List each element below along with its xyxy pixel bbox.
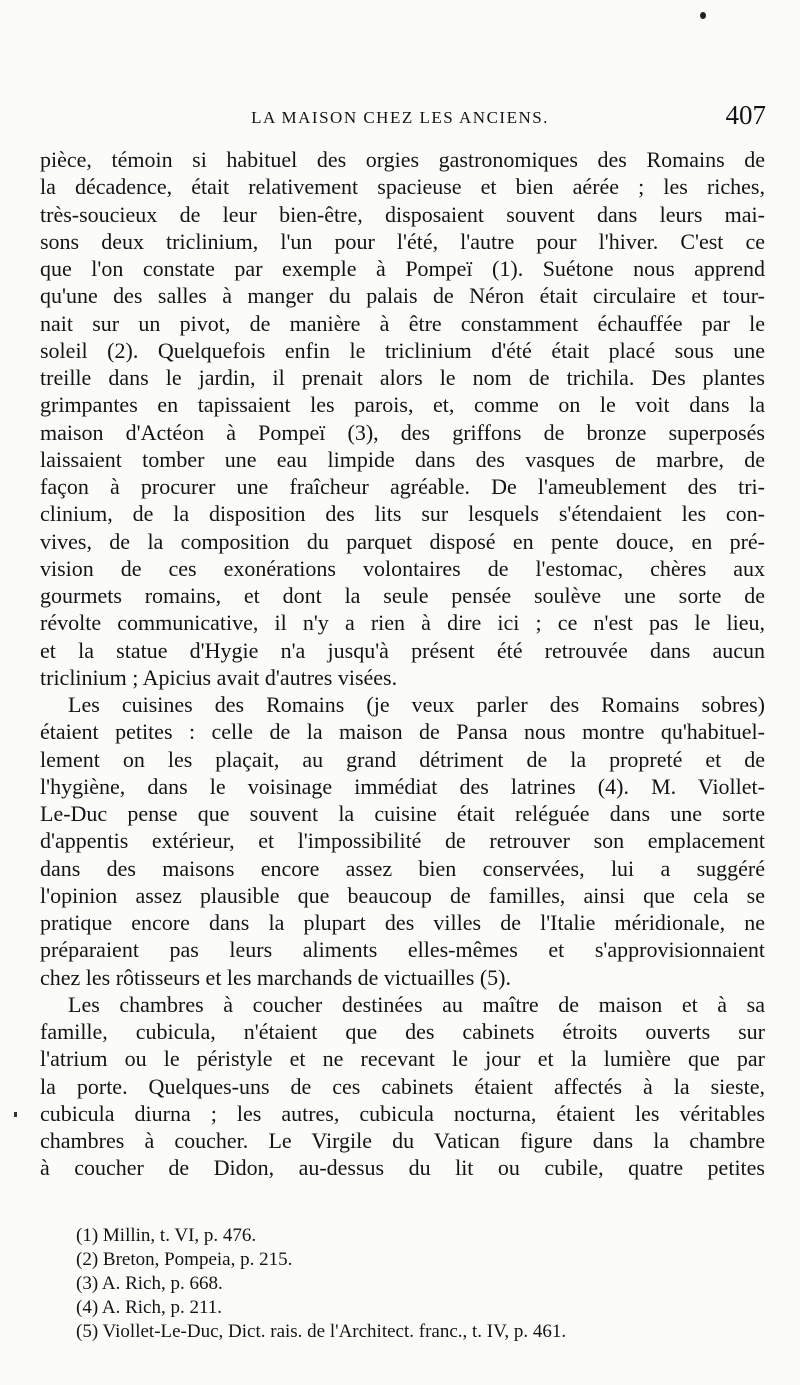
text-line: préparaient pas leurs aliments elles-mêmes et s'approvisionnaient xyxy=(40,937,765,963)
footnote: (2) Breton, Pompeia, p. 215. xyxy=(76,1249,293,1270)
text-line: la porte. Quelques-uns de ces cabinets étaient affectés à la sieste, xyxy=(40,1073,765,1099)
text-line: pièce, témoin si habituel des orgies gastronomiques des Romains de xyxy=(40,147,765,172)
text-line: et la statue d'Hygie n'a jusqu'à présent été retrouvée dans aucun xyxy=(40,637,765,663)
body-text xyxy=(40,146,765,1182)
text-line: sons deux triclinium, l'un pour l'été, l'autre pour l'hiver. C'est ce xyxy=(40,228,765,254)
text-line: treille dans le jardin, il prenait alors le nom de trichila. Des plantes xyxy=(40,365,765,390)
text-line: maison d'Actéon à Pompeï (3), des griffons de bronze superposés xyxy=(40,419,765,445)
page-header xyxy=(40,100,766,134)
text-line: façon à procurer une fraîcheur agréable. De l'ameublement des tri- xyxy=(40,474,765,499)
text-line: d'appentis extérieur, et l'impossibilité de retrouver son emplacement xyxy=(40,828,765,854)
paragraph-start-line: Les cuisines des Romains (je veux parler des Romains sobres) xyxy=(68,692,765,717)
text-line: révolte communicative, il n'y a rien à dire ici ; ce n'est pas le lieu, xyxy=(40,610,765,636)
text-line: famille, cubicula, n'étaient que des cabinets étroits ouverts sur xyxy=(40,1019,765,1044)
footnote: (3) A. Rich, p. 668. xyxy=(76,1273,223,1294)
text-line: lement on les plaçait, au grand détriment de la propreté et de xyxy=(40,746,765,772)
footnote: (4) A. Rich, p. 211. xyxy=(76,1297,223,1318)
text-line: qu'une des salles à manger du palais de Néron était circulaire et tour- xyxy=(40,283,765,309)
page-number: 407 xyxy=(725,100,766,130)
running-title: LA MAISON CHEZ LES ANCIENS. xyxy=(251,108,549,127)
ink-speck xyxy=(700,12,706,19)
text-line: l'hygiène, dans le voisinage immédiat des latrines (4). M. Viollet- xyxy=(40,773,765,799)
text-line: étaient petites : celle de la maison de Pansa nous montre qu'habituel- xyxy=(40,719,765,745)
text-line: soleil (2). Quelquefois enfin le triclinium d'été était placé sous une xyxy=(40,337,765,363)
text-line: la décadence, était relativement spacieuse et bien aérée ; les riches, xyxy=(40,174,765,200)
text-line: dans des maisons encore assez bien conservées, lui a suggéré xyxy=(40,855,765,881)
paragraph-end-line: triclinium ; Apicius avait d'autres visées. xyxy=(40,664,398,690)
footnote: (5) Viollet-Le-Duc, Dict. rais. de l'Architect. franc., t. IV, p. 461. xyxy=(76,1321,567,1342)
text-line: à coucher de Didon, au-dessus du lit ou cubile, quatre petites xyxy=(40,1155,765,1181)
margin-mark xyxy=(14,1112,17,1117)
text-line: clinium, de la disposition des lits sur lesquels s'étendaient les con- xyxy=(40,501,765,527)
paragraph-end-line: chez les rôtisseurs et les marchands de victuailles (5). xyxy=(40,964,512,990)
text-line: chambres à coucher. Le Virgile du Vatican figure dans la chambre xyxy=(40,1128,765,1153)
text-line: pratique encore dans la plupart des villes de l'Italie méridionale, ne xyxy=(40,910,765,935)
text-line: laissaient tomber une eau limpide dans des vasques de marbre, de xyxy=(40,446,765,472)
text-line: très-soucieux de leur bien-être, disposaient souvent dans leurs mai- xyxy=(40,201,765,227)
text-line: vision de ces exonérations volontaires de l'estomac, chères aux xyxy=(40,555,765,581)
text-line: l'opinion assez plausible que beaucoup de familles, ainsi que cela se xyxy=(40,882,765,908)
text-line: que l'on constate par exemple à Pompeï (1). Suétone nous apprend xyxy=(40,256,765,281)
text-line: gourmets romains, et dont la seule pensée soulève une sorte de xyxy=(40,583,765,608)
text-line: cubicula diurna ; les autres, cubicula nocturna, étaient les véritables xyxy=(40,1100,765,1126)
text-line: grimpantes en tapissaient les parois, et, comme on le voit dans la xyxy=(40,392,765,418)
paragraph-start-line: Les chambres à coucher destinées au maître de maison et à sa xyxy=(68,991,765,1017)
footnotes xyxy=(76,1224,766,1344)
footnote: (1) Millin, t. VI, p. 476. xyxy=(76,1225,257,1246)
text-line: l'atrium ou le péristyle et ne recevant le jour et la lumière que par xyxy=(40,1046,765,1072)
text-line: vives, de la composition du parquet disposé en pente douce, en pré- xyxy=(40,528,765,554)
text-line: Le-Duc pense que souvent la cuisine était reléguée dans une sorte xyxy=(40,801,765,826)
text-line: nait sur un pivot, de manière à être constamment échauffée par le xyxy=(40,310,765,336)
